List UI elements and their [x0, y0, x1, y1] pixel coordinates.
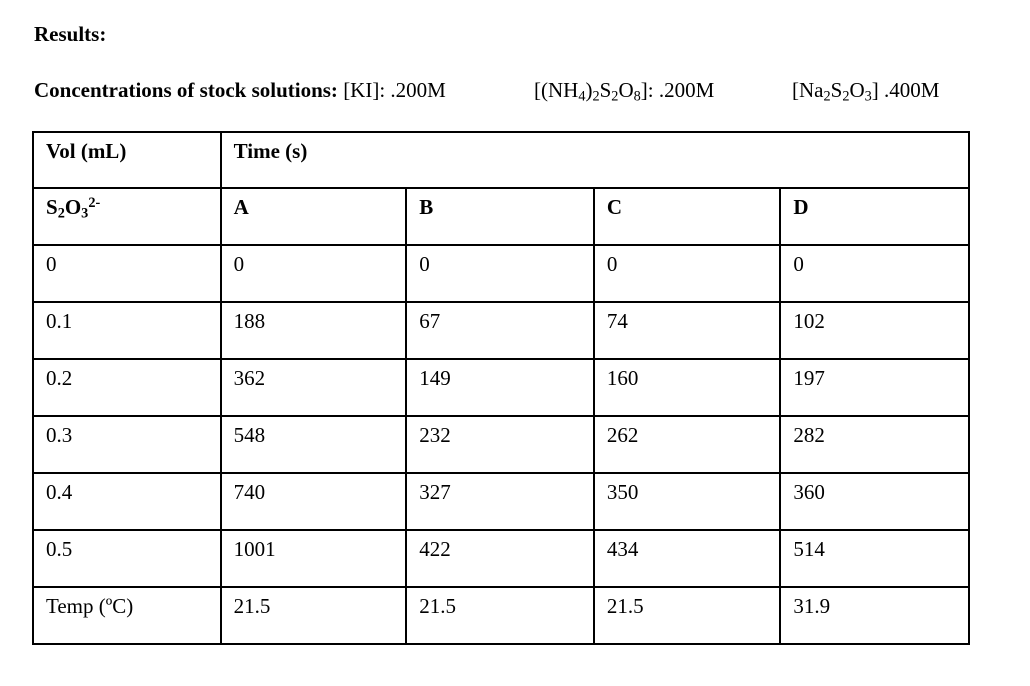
table-row	[33, 473, 969, 530]
table-row	[33, 530, 969, 587]
time-cell-c: 74	[594, 302, 781, 359]
temp-cell-d: 31.9	[780, 587, 969, 644]
time-cell-d: 0	[780, 245, 969, 302]
results-heading: Results:	[34, 22, 107, 46]
thiosulfate-concentration: $[Na_2S_2O_3]$ .400M	[792, 78, 940, 105]
time-cell-b: 232	[406, 416, 594, 473]
temperature-row	[33, 587, 969, 644]
column-header-d: D	[780, 188, 969, 245]
time-cell-c: 350	[594, 473, 781, 530]
vol-cell: 0.1	[33, 302, 221, 359]
time-cell-d: 197	[780, 359, 969, 416]
time-header: Time (s)	[221, 132, 969, 188]
time-cell-a: 362	[221, 359, 407, 416]
time-cell-a: 1001	[221, 530, 407, 587]
time-cell-b: 0	[406, 245, 594, 302]
time-cell-a: 188	[221, 302, 407, 359]
time-cell-b: 422	[406, 530, 594, 587]
ki-concentration: [KI]: .200M	[343, 78, 446, 102]
temp-label: Temp (ºC)	[33, 587, 221, 644]
time-cell-c: 0	[594, 245, 781, 302]
column-label-row	[33, 188, 969, 245]
temp-cell-b: 21.5	[406, 587, 594, 644]
time-cell-b: 149	[406, 359, 594, 416]
table-row	[33, 302, 969, 359]
time-cell-d: 282	[780, 416, 969, 473]
time-cell-a: 740	[221, 473, 407, 530]
stock-concentrations-label: Concentrations of stock solutions:	[34, 78, 338, 102]
table-row	[33, 245, 969, 302]
time-cell-d: 360	[780, 473, 969, 530]
time-cell-a: 0	[221, 245, 407, 302]
temp-cell-c: 21.5	[594, 587, 781, 644]
time-cell-c: 262	[594, 416, 781, 473]
vol-cell: 0.4	[33, 473, 221, 530]
time-cell-d: 102	[780, 302, 969, 359]
vol-header: Vol (mL)	[33, 132, 221, 188]
vol-cell: 0	[33, 245, 221, 302]
temp-cell-a: 21.5	[221, 587, 407, 644]
persulfate-concentration: $[(NH_4)_2S_2O_8]$: .200M	[534, 78, 715, 105]
column-header-a: A	[221, 188, 407, 245]
results-table	[32, 131, 970, 645]
table-row	[33, 416, 969, 473]
table-row	[33, 359, 969, 416]
vol-cell: 0.5	[33, 530, 221, 587]
column-header-c: C	[594, 188, 781, 245]
time-cell-a: 548	[221, 416, 407, 473]
header-row	[33, 132, 969, 188]
column-header-b: B	[406, 188, 594, 245]
time-cell-b: 327	[406, 473, 594, 530]
time-cell-d: 514	[780, 530, 969, 587]
vol-cell: 0.3	[33, 416, 221, 473]
time-cell-c: 160	[594, 359, 781, 416]
stock-concentrations-line	[34, 78, 940, 105]
thiosulfate-ion-header: $S_2O_3^{2-}$	[33, 188, 221, 245]
time-cell-b: 67	[406, 302, 594, 359]
time-cell-c: 434	[594, 530, 781, 587]
vol-cell: 0.2	[33, 359, 221, 416]
